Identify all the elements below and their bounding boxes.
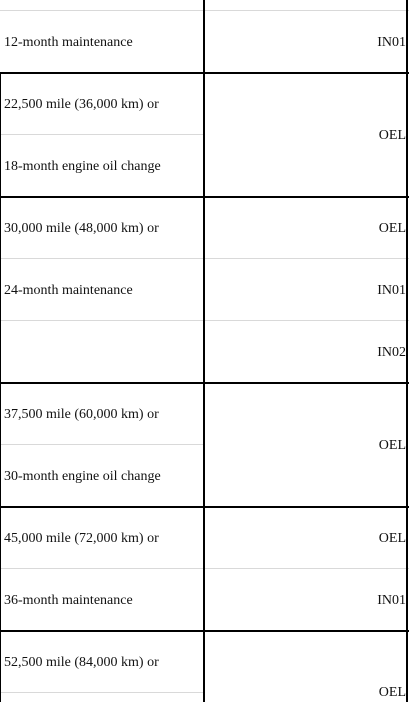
service-code: IN02 [377, 345, 406, 360]
interval-label: 18-month engine oil change [4, 159, 161, 174]
column-border [203, 0, 205, 702]
subrow-divider [0, 258, 203, 259]
subrow-divider [205, 320, 409, 321]
service-code: OEL [378, 531, 406, 546]
service-code: OEL [378, 685, 406, 700]
interval-label: 30-month engine oil change [4, 469, 161, 484]
subrow-divider [205, 568, 409, 569]
interval-label: 37,500 mile (60,000 km) or [4, 407, 159, 422]
column-border [0, 72, 1, 702]
subrow-divider [0, 134, 203, 135]
service-code: OEL [378, 221, 406, 236]
interval-label: 30,000 mile (48,000 km) or [4, 221, 159, 236]
subrow-divider [0, 444, 203, 445]
service-code: IN01 [377, 283, 406, 298]
interval-label: 36-month maintenance [4, 593, 133, 608]
service-code: IN01 [377, 35, 406, 50]
interval-label: 12-month maintenance [4, 35, 133, 50]
subrow-divider [205, 258, 409, 259]
column-border [406, 0, 408, 702]
service-code: OEL [378, 128, 406, 143]
subrow-divider [0, 320, 203, 321]
interval-label: 45,000 mile (72,000 km) or [4, 531, 159, 546]
interval-label: 24-month maintenance [4, 283, 133, 298]
service-code: IN01 [377, 593, 406, 608]
interval-label: 52,500 mile (84,000 km) or [4, 655, 159, 670]
interval-label: 22,500 mile (36,000 km) or [4, 97, 159, 112]
service-code: OEL [378, 438, 406, 453]
subrow-divider [0, 568, 203, 569]
subrow-divider [0, 692, 203, 693]
